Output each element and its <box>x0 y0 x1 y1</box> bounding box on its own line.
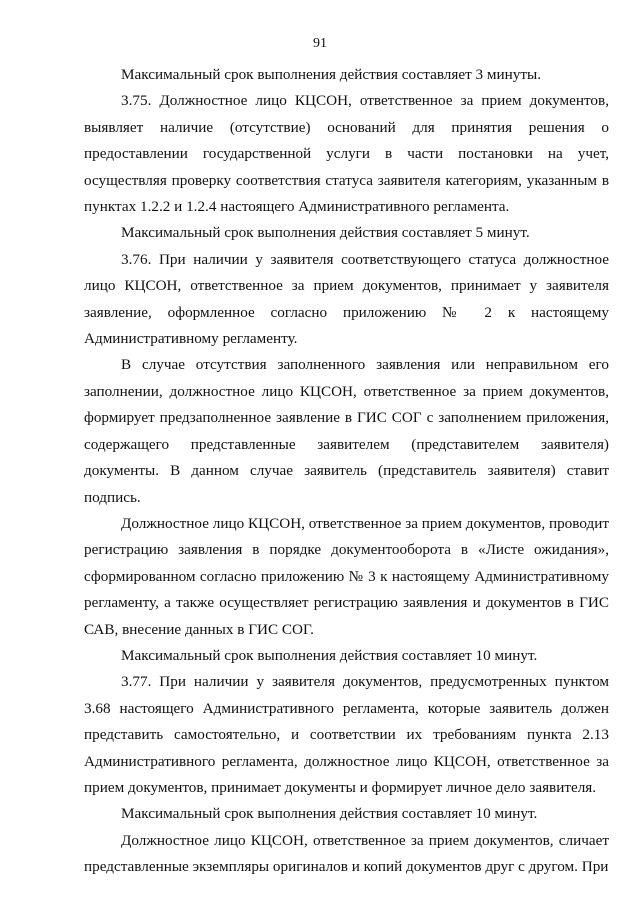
paragraph-3-77: 3.77. При наличии у заявителя документов, предусмотренных пунктом 3.68 настоящего Административного регламента, которые заявитель должен представить самостоятельно, и соответствии их требованиям пункта 2.13 Административного регламента, должностное лицо КЦСОН, ответственное за прием документов, принимает документы и формирует личное дело заявителя. <box>84 673 609 796</box>
paragraph-compare-documents: Должностное лицо КЦСОН, ответственное за прием документов, сличает представленные экземпляры оригиналов и копий документов друг с другом. При <box>84 831 609 876</box>
paragraph-max-time-10-min-b: Максимальный срок выполнения действия составляет 10 минут. <box>121 805 538 823</box>
paragraph-max-time-5-min: Максимальный срок выполнения действия составляет 5 минут. <box>121 224 530 242</box>
page-number: 91 <box>313 36 327 51</box>
paragraph-registration: Должностное лицо КЦСОН, ответственное за прием документов, проводит регистрацию заявления в порядке документооборота в «Листе ожидания», сформированном согласно приложению № 3 к настоящему Административному регламенту, а также осуществляет регистрацию заявления и документов в ГИС САВ, внесение данных в ГИС СОГ. <box>84 514 609 638</box>
paragraph-no-application: В случае отсутствия заполненного заявления или неправильном его заполнении, должностное лицо КЦСОН, ответственное за прием документов, формирует предзаполненное заявление в ГИС СОГ с заполнением приложения, содержащего представленные заявителем (представителем заявителя) документы. В данном случае заявитель (представитель заявителя) ставит подпись. <box>84 356 609 506</box>
paragraph-3-76: 3.76. При наличии у заявителя соответствующего статуса должностное лицо КЦСОН, ответственное за прием документов, принимает у заявителя заявление, оформленное согласно приложению № 2 к настоящему Административному регламенту. <box>84 250 609 348</box>
paragraph-max-time-3-min: Максимальный срок выполнения действия составляет 3 минуты. <box>121 66 542 83</box>
page-body <box>84 62 609 881</box>
paragraph-max-time-10-min-a: Максимальный срок выполнения действия составляет 10 минут. <box>121 646 538 664</box>
paragraph-3-75: 3.75. Должностное лицо КЦСОН, ответственное за прием документов, выявляет наличие (отсутствие) оснований для принятия решения о предоставлении государственной услуги в части постановки на учет, осуществляя проверку соответствия статуса заявителя категориям, указанным в пунктах 1.2.2 и 1.2.4 настоящего Административного регламента. <box>84 92 609 216</box>
